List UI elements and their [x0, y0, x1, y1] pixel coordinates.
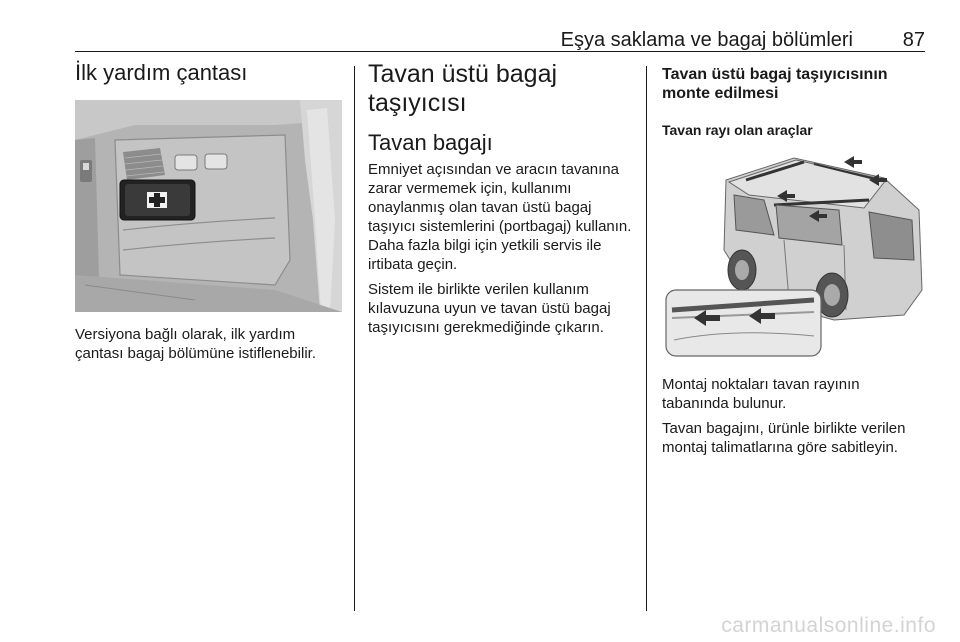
first-aid-kit-illustration-icon: [75, 100, 342, 312]
roof-rack-heading: Tavan üstü bagaj taşıyıcısı: [368, 60, 558, 117]
first-aid-heading: İlk yardım çantası: [75, 60, 248, 85]
header-rule: [75, 51, 925, 52]
van-roof-rail-illustration-icon: [664, 150, 926, 358]
mounting-paragraph-2: Tavan bagajını, ürünle birlikte verilen montaj talimatlarına göre sabitleyin.: [662, 420, 906, 456]
first-aid-figure: [75, 100, 342, 312]
watermark: carmanualsonline.info: [721, 614, 936, 637]
roof-rail-figure: [664, 150, 926, 358]
first-aid-body: Versiyona bağlı olarak, ilk yardım çantası bagaj bölümüne istiflenebilir.: [75, 326, 316, 362]
column-divider-right: [646, 66, 647, 611]
roof-rail-subheading: Tavan rayı olan araçlar: [662, 122, 813, 138]
column-divider-left: [354, 66, 355, 611]
page-number: 87: [902, 29, 925, 51]
roof-rack-paragraph-2: Sistem ile birlikte verilen kullanım kılavuzuna uyun ve tavan üstü bagaj taşıyıcısını gerekmediğinde çıkarın.: [368, 281, 611, 336]
mounting-paragraph-1: Montaj noktaları tavan rayının tabanında bulunur.: [662, 376, 860, 412]
left-column: [75, 60, 343, 86]
roof-rack-subheading: Tavan bagajı: [368, 130, 493, 155]
right-column: [662, 65, 927, 139]
mounting-text: [662, 375, 927, 457]
first-aid-text: [75, 325, 343, 363]
mounting-heading: Tavan üstü bagaj taşıyıcısının monte edilmesi: [662, 66, 888, 102]
middle-column: [368, 60, 643, 337]
page-header: [75, 27, 925, 53]
roof-rack-paragraph-1: Emniyet açısından ve aracın tavanına zarar vermemek için, kullanımı onaylanmış olan tavan üstü bagaj taşıyıcı sistemlerini (portbagaj) kullanın. Daha fazla bilgi için yetkili servis ile irtibata geçin.: [368, 161, 632, 273]
header-title: Eşya saklama ve bagaj bölümleri: [560, 29, 853, 51]
